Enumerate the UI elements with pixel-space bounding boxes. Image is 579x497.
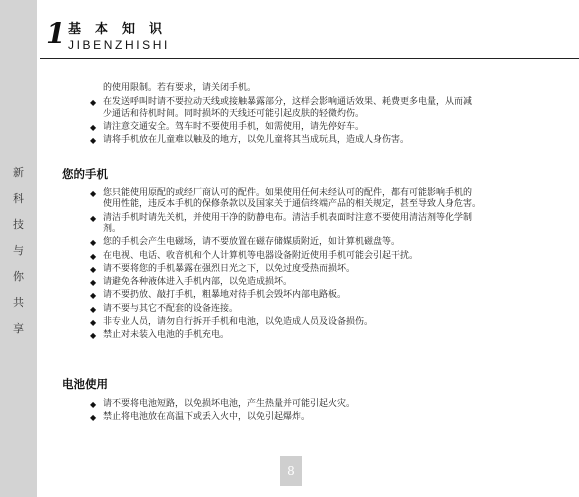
bullet-diamond-icon: ◆ [90, 238, 97, 248]
bullet-text-line: 请不要将电池短路，以免损坏电池，产生热量并可能引起火灾。 [103, 399, 356, 409]
bullet-diamond-icon: ◆ [90, 213, 97, 223]
chapter-number: 1 [46, 17, 66, 50]
bullet-text-line: 在发送呼叫时请不要拉动天线或接触暴露部分，这样会影响通话效果、耗费更多电量，从而减 [103, 97, 473, 108]
bullet-diamond-icon: ◆ [90, 331, 97, 341]
sidebar-char: 科 [13, 192, 24, 205]
bullet-diamond-icon: ◆ [90, 318, 97, 327]
bullet-diamond-icon: ◆ [90, 264, 97, 274]
bullet-diamond-icon: ◆ [90, 251, 97, 261]
bullet-diamond-icon: ◆ [90, 136, 97, 146]
page-number: 8 [287, 464, 295, 478]
bullet-text-line: 在电视、电话、收音机和个人计算机等电器设备附近使用手机可能会引起干扰。 [103, 250, 419, 261]
bullet-text-line: 请不要与其它不配套的设备连接。 [103, 303, 239, 314]
page-number-badge [280, 456, 302, 486]
bullet-text-line: 请不要将您的手机暴露在强烈日光之下，以免过度受热而损坏。 [103, 263, 356, 274]
bullet-text-line: 请避免各种液体进入手机内部，以免造成损坏。 [103, 277, 293, 288]
bullet-text-line: 您的手机会产生电磁场，请不要放置在磁存储媒质附近，如计算机磁盘等。 [103, 237, 401, 248]
paragraph-continuation: 的使用限制。若有要求，请关闭手机。 [103, 83, 257, 93]
bullet-diamond-icon: ◆ [90, 122, 97, 132]
bullet-text-line: 非专业人员，请勿自行拆开手机和电池，以免造成人员及设备损伤。 [103, 317, 374, 327]
bullet-text-line: 清洁手机时请先关机，并使用干净的防静电布。清洁手机表面时注意不要使用清洁剂等化学制 [103, 212, 473, 223]
section-heading-phone: 您的手机 [62, 167, 108, 181]
bullet-diamond-icon: ◆ [90, 304, 97, 314]
bullet-diamond-icon: ◆ [90, 400, 97, 409]
sidebar-char: 新 [13, 166, 24, 179]
bullet-text-line: 剂。 [103, 223, 122, 234]
bullet-text-line: 您只能使用原配的或经厂商认可的配件。如果使用任何未经认可的配件，都有可能影响手机的 [103, 188, 473, 198]
bullet-diamond-icon: ◆ [90, 98, 97, 108]
bullet-text-line: 禁止将电池放在高温下或丢入火中，以免引起爆炸。 [103, 412, 311, 423]
bullet-text-line: 请将手机放在儿童难以触及的地方，以免儿童将其当成玩具，造成人身伤害。 [103, 135, 410, 146]
sidebar-char: 享 [13, 322, 24, 335]
bullet-text-line: 使用性能，违反本手机的保修条款以及国家关于通信终端产品的相关规定，甚至导致人身危害。 [103, 199, 482, 210]
bullet-diamond-icon: ◆ [90, 278, 97, 288]
bullet-text-line: 少通话和待机时间。同时损坏的天线还可能引起皮肤的轻微灼伤。 [103, 108, 365, 119]
sidebar-char: 与 [13, 244, 24, 257]
section-heading-battery: 电池使用 [62, 377, 108, 391]
bullet-text-line: 请注意交通安全。驾车时不要使用手机，如需使用，请先停好车。 [103, 121, 365, 132]
chapter-title-pinyin: JIBENZHISHI [68, 38, 170, 52]
bullet-text-line: 禁止对未装入电池的手机充电。 [103, 330, 230, 341]
bullet-diamond-icon: ◆ [90, 413, 97, 423]
bullet-diamond-icon: ◆ [90, 189, 97, 198]
sidebar-char: 你 [13, 270, 24, 283]
bullet-text-line: 请不要扔放、敲打手机，粗暴地对待手机会毁坏内部电路板。 [103, 290, 347, 301]
bullet-diamond-icon: ◆ [90, 291, 97, 301]
sidebar-char: 技 [13, 218, 24, 231]
chapter-title-chinese: 基本知识 [68, 22, 177, 37]
sidebar-char: 共 [13, 296, 24, 309]
